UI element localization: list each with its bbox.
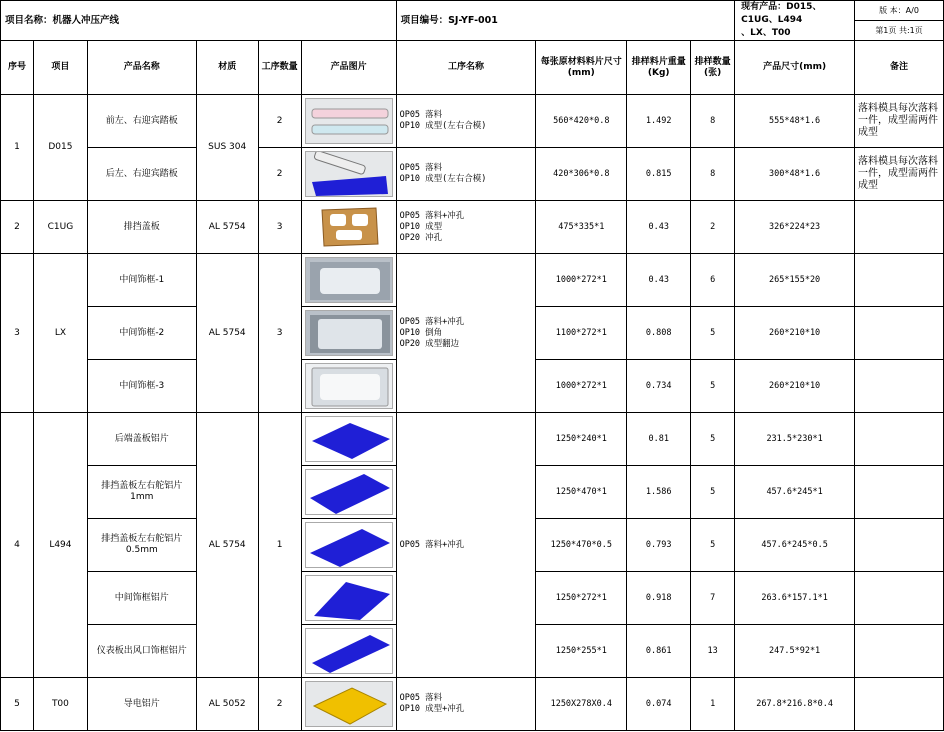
col-header: 排样数量 (张) — [691, 41, 735, 95]
col-header: 产品尺寸(mm) — [735, 41, 855, 95]
row-qty: 8 — [691, 148, 735, 201]
row-no: 2 — [1, 201, 34, 254]
page-count: 第1页 共:1页 — [875, 25, 923, 35]
row-material: AL 5754 — [196, 201, 258, 254]
row-project: T00 — [33, 678, 87, 731]
product-image-cell — [301, 148, 396, 201]
row-no: 5 — [1, 678, 34, 731]
row-note — [855, 201, 944, 254]
row-sheet-size: 1250*240*1 — [536, 413, 627, 466]
row-sheet-size: 1250*255*1 — [536, 625, 627, 678]
product-image-cell — [301, 519, 396, 572]
frame-image — [305, 257, 393, 303]
row-sheet-size: 1100*272*1 — [536, 307, 627, 360]
row-material: AL 5052 — [196, 678, 258, 731]
row-product-size: 457.6*245*0.5 — [735, 519, 855, 572]
row-sheet-size: 420*306*0.8 — [536, 148, 627, 201]
row-qty: 13 — [691, 625, 735, 678]
table-row — [1, 148, 944, 201]
row-product-name: 中间饰框-1 — [87, 254, 196, 307]
col-header: 序号 — [1, 41, 34, 95]
table-row — [1, 254, 944, 307]
row-product-name: 后端盖板铝片 — [87, 413, 196, 466]
col-header: 工序名称 — [396, 41, 536, 95]
row-product-name: 前左、右迎宾踏板 — [87, 95, 196, 148]
col-header: 产品名称 — [87, 41, 196, 95]
row-sheet-size: 475*335*1 — [536, 201, 627, 254]
row-qty: 6 — [691, 254, 735, 307]
row-process: OP05 落料+冲孔 — [396, 413, 536, 678]
row-sheet-size: 1250X278X0.4 — [536, 678, 627, 731]
product-image-cell — [301, 254, 396, 307]
row-product-name: 导电铝片 — [87, 678, 196, 731]
product-image-cell — [301, 95, 396, 148]
row-weight: 0.734 — [627, 360, 691, 413]
row-qty: 7 — [691, 572, 735, 625]
row-product-name: 中间饰框铝片 — [87, 572, 196, 625]
row-note — [855, 413, 944, 466]
table-row — [1, 413, 944, 466]
row-steps: 3 — [258, 201, 301, 254]
row-product-size: 300*48*1.6 — [735, 148, 855, 201]
row-project: D015 — [33, 95, 87, 201]
product-image-cell — [301, 572, 396, 625]
row-weight: 0.918 — [627, 572, 691, 625]
row-material: AL 5754 — [196, 254, 258, 413]
row-note — [855, 519, 944, 572]
blue-sheet-image — [305, 469, 393, 515]
row-product-size: 326*224*23 — [735, 201, 855, 254]
row-weight: 0.074 — [627, 678, 691, 731]
table-row — [1, 678, 944, 731]
row-weight: 0.793 — [627, 519, 691, 572]
row-product-size: 247.5*92*1 — [735, 625, 855, 678]
row-sheet-size: 1250*470*1 — [536, 466, 627, 519]
col-header: 项目 — [33, 41, 87, 95]
row-weight: 1.492 — [627, 95, 691, 148]
row-product-name: 排挡盖板 — [87, 201, 196, 254]
row-note — [855, 307, 944, 360]
product-image-cell — [301, 678, 396, 731]
table-row — [1, 201, 944, 254]
row-steps: 3 — [258, 254, 301, 413]
blue-sheet-image — [305, 416, 393, 462]
row-note — [855, 678, 944, 731]
project-number: 项目编号：SJ-YF-001 — [396, 1, 735, 41]
row-project: LX — [33, 254, 87, 413]
column-header-row — [1, 41, 944, 95]
row-weight: 0.808 — [627, 307, 691, 360]
row-steps: 2 — [258, 678, 301, 731]
version: 版 本：A/0 — [855, 2, 943, 21]
row-no: 3 — [1, 254, 34, 413]
row-project: L494 — [33, 413, 87, 678]
row-qty: 5 — [691, 519, 735, 572]
row-sheet-size: 560*420*0.8 — [536, 95, 627, 148]
col-header: 材质 — [196, 41, 258, 95]
project-name: 项目名称：机器人冲压产线 — [1, 1, 397, 41]
current-products: 现有产品：D015、C1UG、L494 、LX、T00 — [735, 1, 855, 41]
product-image-cell — [301, 360, 396, 413]
row-note: 落料模具每次落料一件，成型需两件成型 — [855, 148, 944, 201]
row-process: OP05 落料+冲孔 OP10 成型 OP20 冲孔 — [396, 201, 536, 254]
row-product-size: 555*48*1.6 — [735, 95, 855, 148]
blue-sheet-image — [305, 522, 393, 568]
product-image-cell — [301, 413, 396, 466]
row-note: 落料模具每次落料一件，成型需两件成型 — [855, 95, 944, 148]
row-weight: 0.815 — [627, 148, 691, 201]
row-product-size: 263.6*157.1*1 — [735, 572, 855, 625]
row-product-name: 排挡盖板左右舵铝片0.5mm — [87, 519, 196, 572]
row-note — [855, 466, 944, 519]
row-process: OP05 落料 OP10 成型(左右合模) — [396, 148, 536, 201]
row-process: OP05 落料 OP10 成型+冲孔 — [396, 678, 536, 731]
frame-image — [305, 363, 393, 409]
row-qty: 5 — [691, 413, 735, 466]
row-product-size: 231.5*230*1 — [735, 413, 855, 466]
row-weight: 0.43 — [627, 201, 691, 254]
row-product-name: 中间饰框-2 — [87, 307, 196, 360]
pedal-image — [305, 151, 393, 197]
row-no: 1 — [1, 95, 34, 201]
row-weight: 0.43 — [627, 254, 691, 307]
blue-sheet-image — [305, 575, 393, 621]
product-image-cell — [301, 625, 396, 678]
col-header: 排样料片重量 (Kg) — [627, 41, 691, 95]
pedal-image — [305, 98, 393, 144]
row-sheet-size: 1250*272*1 — [536, 572, 627, 625]
row-weight: 0.81 — [627, 413, 691, 466]
row-product-size: 260*210*10 — [735, 360, 855, 413]
row-product-size: 267.8*216.8*0.4 — [735, 678, 855, 731]
row-qty: 5 — [691, 360, 735, 413]
row-qty: 1 — [691, 678, 735, 731]
row-product-name: 仪表板出风口饰框铝片 — [87, 625, 196, 678]
col-header: 工序数量 — [258, 41, 301, 95]
col-header: 每张原材料料片尺寸 (mm) — [536, 41, 627, 95]
row-no: 4 — [1, 413, 34, 678]
row-product-size: 265*155*20 — [735, 254, 855, 307]
product-image-cell — [301, 307, 396, 360]
row-qty: 5 — [691, 307, 735, 360]
row-qty: 8 — [691, 95, 735, 148]
row-process: OP05 落料 OP10 成型(左右合模) — [396, 95, 536, 148]
row-process: OP05 落料+冲孔 OP10 倒角 OP20 成型翻边 — [396, 254, 536, 413]
row-qty: 2 — [691, 201, 735, 254]
row-product-size: 457.6*245*1 — [735, 466, 855, 519]
cover-plate-image — [314, 204, 384, 250]
row-note — [855, 360, 944, 413]
row-weight: 1.586 — [627, 466, 691, 519]
row-product-name: 后左、右迎宾踏板 — [87, 148, 196, 201]
row-sheet-size: 1000*272*1 — [536, 254, 627, 307]
row-project: C1UG — [33, 201, 87, 254]
blue-sheet-image — [305, 628, 393, 674]
product-image-cell — [301, 201, 396, 254]
row-note — [855, 572, 944, 625]
row-qty: 5 — [691, 466, 735, 519]
row-product-size: 260*210*10 — [735, 307, 855, 360]
col-header: 备注 — [855, 41, 944, 95]
row-sheet-size: 1250*470*0.5 — [536, 519, 627, 572]
row-sheet-size: 1000*272*1 — [536, 360, 627, 413]
row-product-name: 排挡盖板左右舵铝片1mm — [87, 466, 196, 519]
row-steps: 2 — [258, 148, 301, 201]
row-product-name: 中间饰框-3 — [87, 360, 196, 413]
row-steps: 1 — [258, 413, 301, 678]
product-image-cell — [301, 466, 396, 519]
col-header: 产品图片 — [301, 41, 396, 95]
row-note — [855, 254, 944, 307]
row-note — [855, 625, 944, 678]
gold-sheet-image — [305, 681, 393, 727]
row-material: AL 5754 — [196, 413, 258, 678]
frame-image — [305, 310, 393, 356]
title-row — [1, 1, 944, 41]
table-row — [1, 95, 944, 148]
row-weight: 0.861 — [627, 625, 691, 678]
row-material: SUS 304 — [196, 95, 258, 201]
row-steps: 2 — [258, 95, 301, 148]
